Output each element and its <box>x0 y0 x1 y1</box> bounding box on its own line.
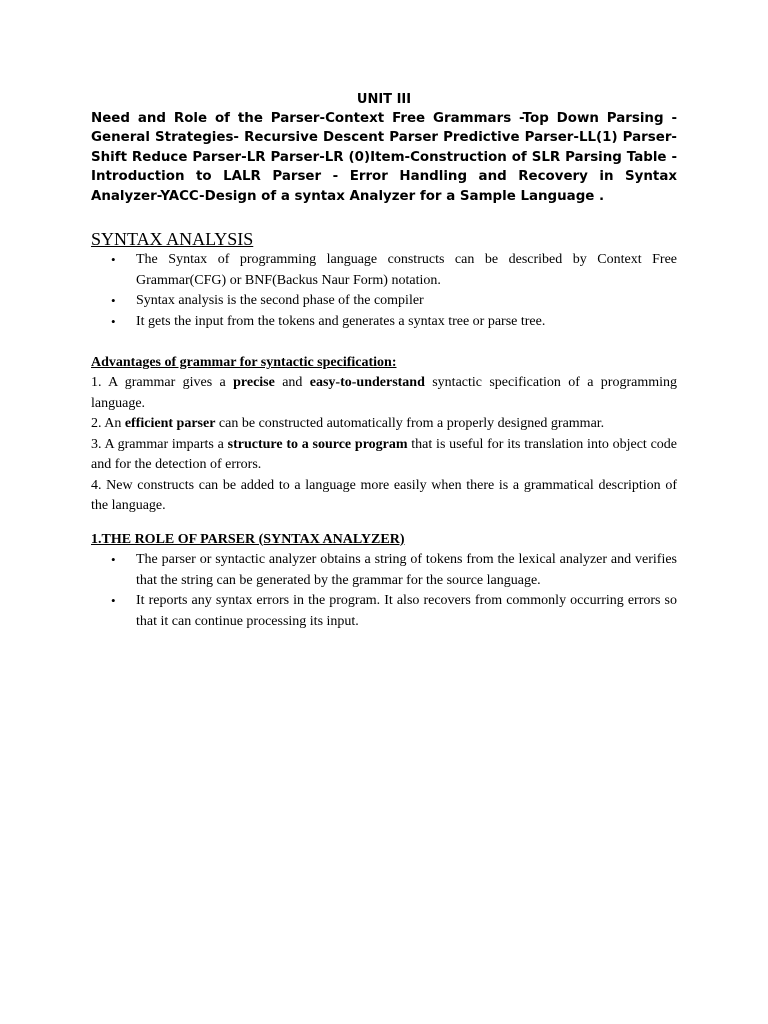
bullet-icon: • <box>111 552 116 568</box>
advantages-heading: Advantages of grammar for syntactic specification: <box>91 354 397 370</box>
advantage-paragraph-1 <box>91 373 677 414</box>
role-of-parser-heading: 1.THE ROLE OF PARSER (SYNTAX ANALYZER) <box>91 531 405 547</box>
text-run: syntactic specification of a programming language. <box>91 375 677 411</box>
list-item <box>91 291 677 312</box>
text-run: 1. A grammar gives a <box>91 375 234 391</box>
advantage-paragraph-2 <box>91 414 677 435</box>
list-item <box>91 250 677 291</box>
unit-title: UNIT III <box>356 92 412 107</box>
bold-text: precise <box>233 375 275 391</box>
spacer <box>91 332 677 353</box>
list-item-text: Syntax analysis is the second phase of the compiler <box>136 293 424 309</box>
list-item-text: It gets the input from the tokens and generates a syntax tree or parse tree. <box>136 313 546 329</box>
advantage-paragraph-4: 4. New constructs can be added to a language more easily when there is a grammatical description of the language. <box>91 477 677 514</box>
bullet-icon: • <box>111 252 116 268</box>
syntax-analysis-heading: SYNTAX ANALYSIS <box>91 229 254 250</box>
bold-text: efficient parser <box>124 416 216 432</box>
list-item-text: The parser or syntactic analyzer obtains a string of tokens from the lexical analyzer and verifies that the string can be generated by the grammar for the source language. <box>136 552 677 588</box>
text-run: can be constructed automatically from a properly designed grammar. <box>215 416 605 432</box>
text-run: 2. An <box>91 416 125 432</box>
syllabus-text: Need and Role of the Parser-Context Free Grammars -Top Down Parsing -General Strategies- Recursive Descent Parser Predictive Parser-LL(1) Parser-Shift Reduce Parser-LR Parser-LR (0)Item-Construction of SLR Parsing Table -Introduction to LALR Parser - Error Handling and Recovery in Syntax Analyzer-YACC-Design of a syntax Analyzer for a Sample Language . <box>91 111 677 204</box>
list-item <box>91 312 677 333</box>
bullet-icon: • <box>111 293 116 309</box>
document-content <box>91 90 677 632</box>
list-item <box>91 591 677 632</box>
bullet-icon: • <box>111 593 116 609</box>
advantage-paragraph-3 <box>91 435 677 476</box>
list-item <box>91 550 677 591</box>
bullet-icon: • <box>111 313 116 329</box>
spacer <box>91 517 677 530</box>
syntax-analysis-list <box>91 250 677 332</box>
text-run: 3. A grammar imparts a <box>91 436 228 452</box>
bold-text: easy-to-understand <box>309 375 425 391</box>
bold-text: structure to a source program <box>227 436 408 452</box>
list-item-text: The Syntax of programming language constructs can be described by Context Free Grammar(CFG) or BNF(Backus Naur Form) notation. <box>136 252 677 288</box>
text-run: and <box>274 375 310 391</box>
list-item-text: It reports any syntax errors in the program. It also recovers from commonly occurring errors so that it can continue processing its input. <box>136 593 677 629</box>
text-run: that is useful for its translation into object code and for the detection of errors. <box>91 436 677 473</box>
role-of-parser-list <box>91 550 677 632</box>
